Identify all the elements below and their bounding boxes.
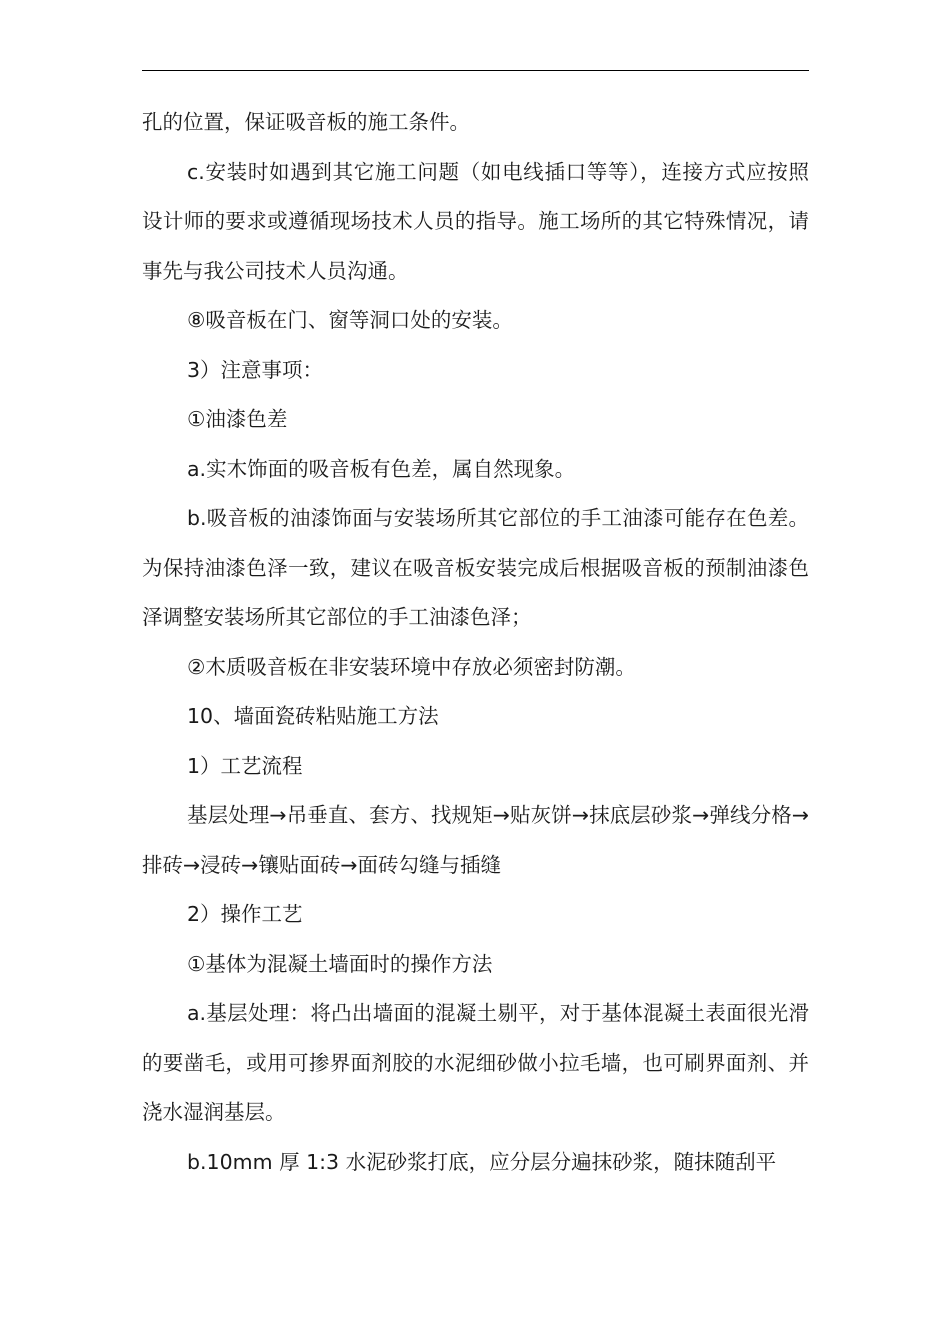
paragraph: 孔的位置，保证吸音板的施工条件。 (142, 110, 470, 134)
subheading: 2）操作工艺 (187, 902, 303, 926)
subheading: ①油漆色差 (187, 407, 288, 431)
paragraph: 基层处理→吊垂直、套方、找规矩→贴灰饼→抹底层砂浆→弹线分格→排砖→浸砖→镶贴面砖→面砖勾缝与插缝 (142, 803, 809, 877)
paragraph: c.安装时如遇到其它施工问题（如电线插口等等），连接方式应按照设计师的要求或遵循现场技术人员的指导。施工场所的其它特殊情况，请事先与我公司技术人员沟通。 (142, 159, 809, 283)
paragraph: b.10mm 厚 1:3 水泥砂浆打底，应分层分遍抹砂浆，随抹随刮平 (187, 1149, 777, 1174)
header-rule (142, 70, 809, 71)
section-heading: 3）注意事项： (187, 357, 324, 382)
paragraph: a.基层处理：将凸出墙面的混凝土剔平，对于基体混凝土表面很光滑的要凿毛，或用可掺界面剂胶的水泥细砂做小拉毛墙，也可刷界面剂、并浇水湿润基层。 (142, 1001, 809, 1124)
subheading: ①基体为混凝土墙面时的操作方法 (187, 951, 493, 976)
paragraph: ②木质吸音板在非安装环境中存放必须密封防潮。 (187, 654, 636, 679)
section-heading: 10、墙面瓷砖粘贴施工方法 (187, 704, 439, 728)
subheading: 1）工艺流程 (187, 753, 303, 778)
paragraph: a.实木饰面的吸音板有色差，属自然现象。 (187, 456, 576, 481)
paragraph: ⑧吸音板在门、窗等洞口处的安装。 (187, 308, 513, 332)
paragraph: b.吸音板的油漆饰面与安装场所其它部位的手工油漆可能存在色差。为保持油漆色泽一致，建议在吸音板安装完成后根据吸音板的预制油漆色泽调整安装场所其它部位的手工油漆色泽； (142, 506, 809, 629)
document-body (142, 98, 809, 1187)
